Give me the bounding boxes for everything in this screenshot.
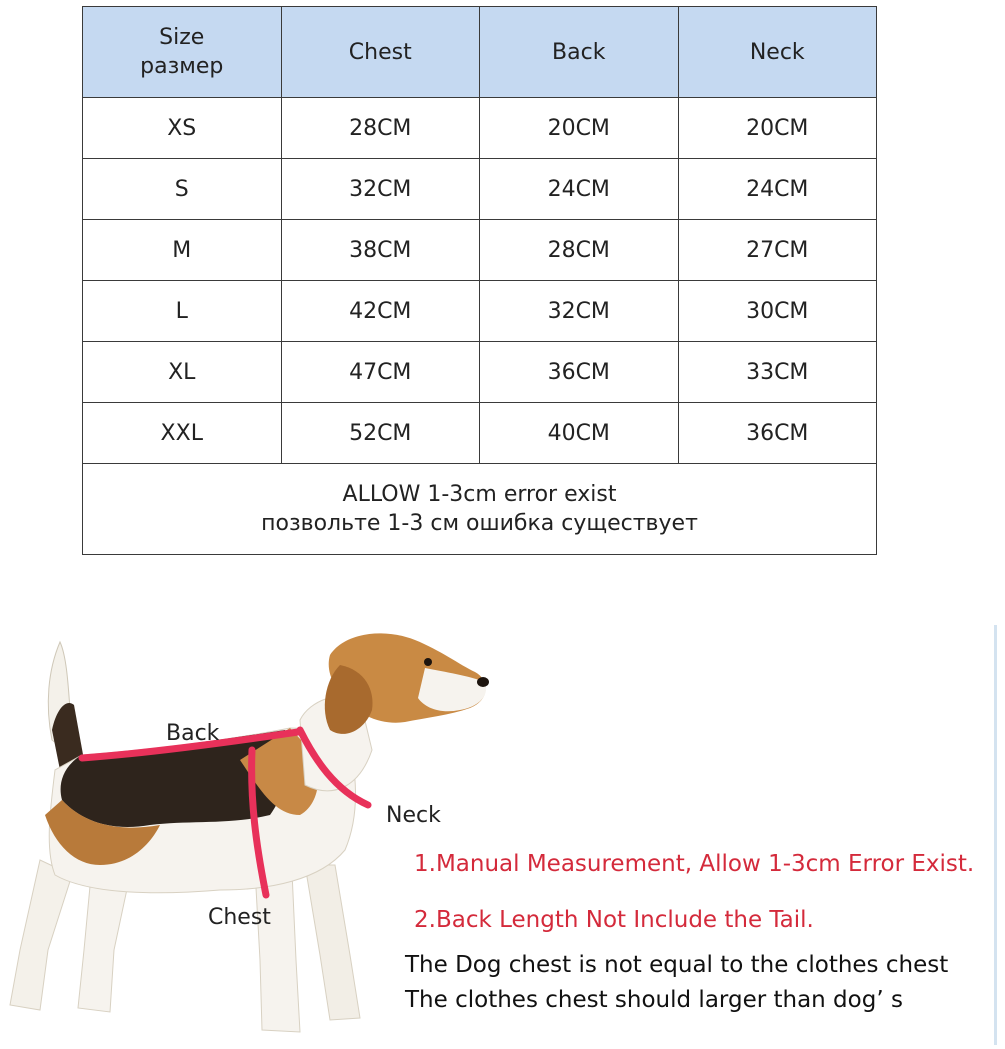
size-cell: L xyxy=(83,281,282,342)
tolerance-note-ru: позвольте 1-3 см ошибка существует xyxy=(261,511,698,536)
table-row xyxy=(83,281,877,342)
header-back: Back xyxy=(480,7,679,98)
size-cell: XXL xyxy=(83,403,282,464)
back-cell: 40CM xyxy=(480,403,679,464)
neck-cell: 27CM xyxy=(678,220,877,281)
instruction-line-4: The clothes chest should larger than dog’ s xyxy=(405,987,903,1013)
header-size-en: Size xyxy=(159,25,205,50)
chest-cell: 52CM xyxy=(281,403,480,464)
chest-cell: 28CM xyxy=(281,98,480,159)
size-chart-table xyxy=(82,6,877,555)
neck-cell: 30CM xyxy=(678,281,877,342)
header-row xyxy=(83,7,877,98)
instruction-line-1: 1.Manual Measurement, Allow 1-3cm Error Exist. xyxy=(414,851,975,877)
dog-leg-back-left xyxy=(10,860,72,1010)
back-cell: 20CM xyxy=(480,98,679,159)
tolerance-note-en: ALLOW 1-3cm error exist xyxy=(342,482,617,507)
table-row xyxy=(83,159,877,220)
dog-eye xyxy=(424,658,432,666)
back-cell: 36CM xyxy=(480,342,679,403)
table-row xyxy=(83,98,877,159)
back-cell: 32CM xyxy=(480,281,679,342)
chest-label: Chest xyxy=(208,905,271,930)
table-row xyxy=(83,220,877,281)
back-cell: 24CM xyxy=(480,159,679,220)
size-cell: XS xyxy=(83,98,282,159)
instruction-line-3: The Dog chest is not equal to the clothes chest xyxy=(405,952,949,978)
chest-cell: 32CM xyxy=(281,159,480,220)
size-cell: S xyxy=(83,159,282,220)
dog-nose xyxy=(477,677,489,687)
note-row xyxy=(83,464,877,555)
size-cell: M xyxy=(83,220,282,281)
back-cell: 28CM xyxy=(480,220,679,281)
dog-measurement-illustration xyxy=(0,610,560,1045)
table-row xyxy=(83,403,877,464)
neck-cell: 20CM xyxy=(678,98,877,159)
instruction-line-2: 2.Back Length Not Include the Tail. xyxy=(414,907,814,933)
header-size xyxy=(83,7,282,98)
table-row xyxy=(83,342,877,403)
header-size-ru: размер xyxy=(140,54,224,79)
header-neck: Neck xyxy=(678,7,877,98)
chest-cell: 47CM xyxy=(281,342,480,403)
back-label: Back xyxy=(166,721,220,746)
header-chest: Chest xyxy=(281,7,480,98)
chest-cell: 42CM xyxy=(281,281,480,342)
dog-leg-front-left xyxy=(255,870,300,1032)
decorative-side-bar xyxy=(994,625,997,1045)
neck-cell: 24CM xyxy=(678,159,877,220)
neck-cell: 33CM xyxy=(678,342,877,403)
size-cell: XL xyxy=(83,342,282,403)
neck-label: Neck xyxy=(386,803,441,828)
tolerance-note xyxy=(83,464,877,555)
dog-leg-front-right xyxy=(305,865,360,1020)
neck-cell: 36CM xyxy=(678,403,877,464)
chest-cell: 38CM xyxy=(281,220,480,281)
